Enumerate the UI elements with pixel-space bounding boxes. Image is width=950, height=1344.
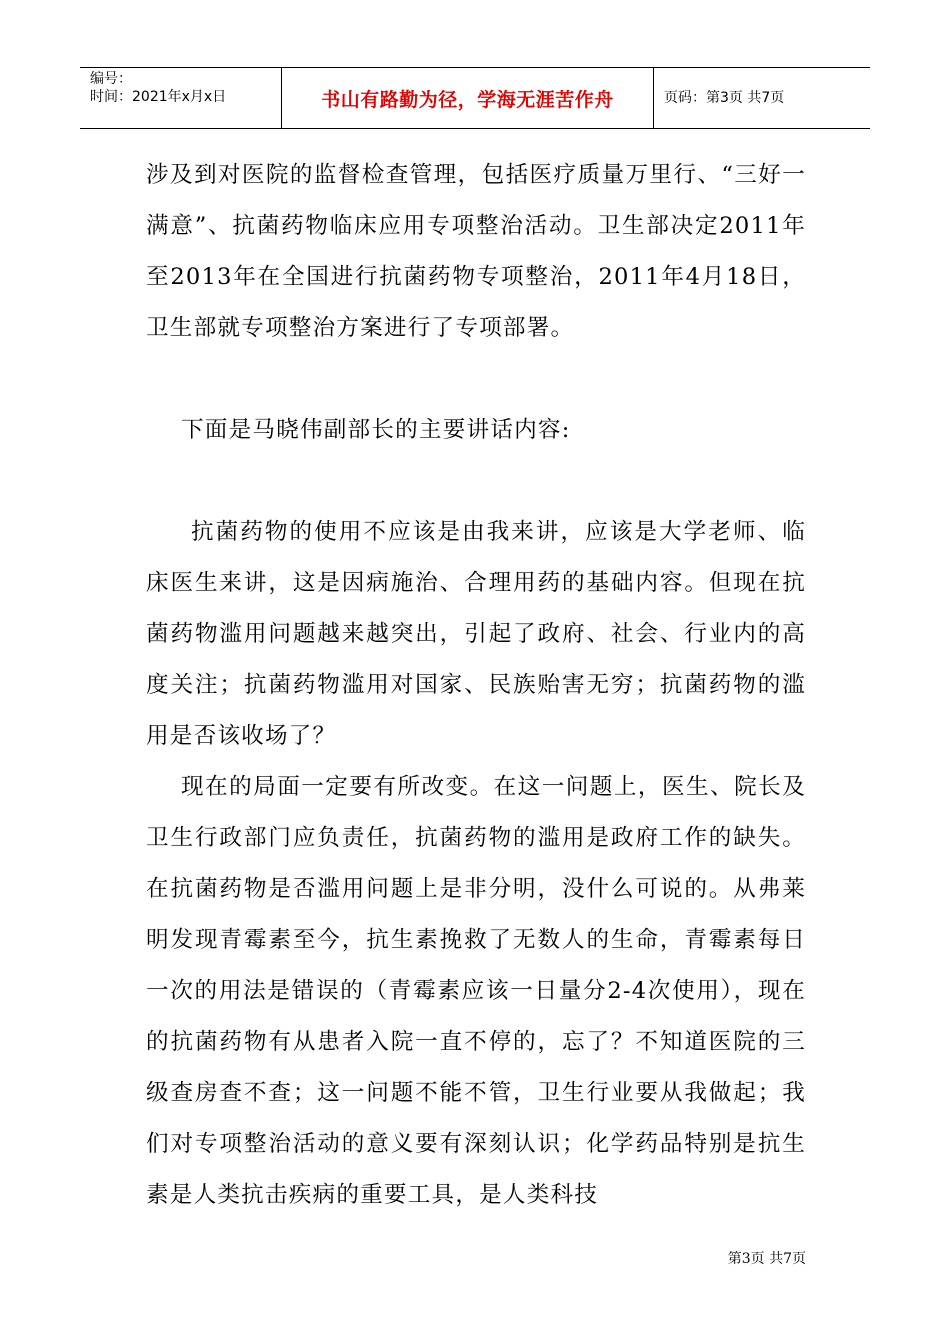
document-header — [80, 67, 870, 129]
paragraph-speech-1: 抗菌药物的使用不应该是由我来讲，应该是大学老师、临床医生来讲，这是因病施治、合理用药的基础内容。但现在抗菌药物滥用问题越来越突出，引起了政府、社会、行业内的高度关注；抗菌药物滥用对国家、民族贻害无穷；抗菌药物的滥用是否该收场了？ — [146, 519, 806, 749]
header-info-cell — [80, 68, 282, 128]
header-page-cell — [654, 68, 870, 128]
document-number-label: 编号： — [90, 71, 132, 87]
document-body — [146, 150, 806, 1221]
paragraph-speech-2: 现在的局面一定要有所改变。在这一问题上，医生、院长及卫生行政部门应负责任，抗菌药物的滥用是政府工作的缺失。在抗菌药物是否滥用问题上是非分明，没什么可说的。从弗莱明发现青霉素至今，抗生素挽救了无数人的生命，青霉素每日一次的用法是错误的（青霉素应该一日量分2-4次使用），现在的抗菌药物有从患者入院一直不停的，忘了？不知道医院的三级查房查不查；这一问题不能不管，卫生行业要从我做起；我们对专项整治活动的意义要有深刻认识；化学药品特别是抗生素是人类抗击疾病的重要工具，是人类科技 — [146, 774, 806, 1208]
footer-page-number: 第3页 共7页 — [727, 1251, 806, 1267]
document-date-label: 时间：2021年x月x日 — [90, 89, 227, 105]
header-page-number: 页码：第3页 共7页 — [664, 89, 785, 106]
paragraph-speech-heading: 下面是马晓伟副部长的主要讲话内容: — [181, 417, 571, 443]
motto-text: 书山有路勤为径，学海无涯苦作舟 — [321, 88, 614, 111]
header-motto-cell — [282, 68, 654, 128]
paragraph-intro: 涉及到对医院的监督检查管理，包括医疗质量万里行、“三好一满意”、抗菌药物临床应用专项整治活动。卫生部决定2011年至2013年在全国进行抗菌药物专项整治，2011年4月18日，卫生部就专项整治方案进行了专项部署。 — [146, 162, 806, 341]
